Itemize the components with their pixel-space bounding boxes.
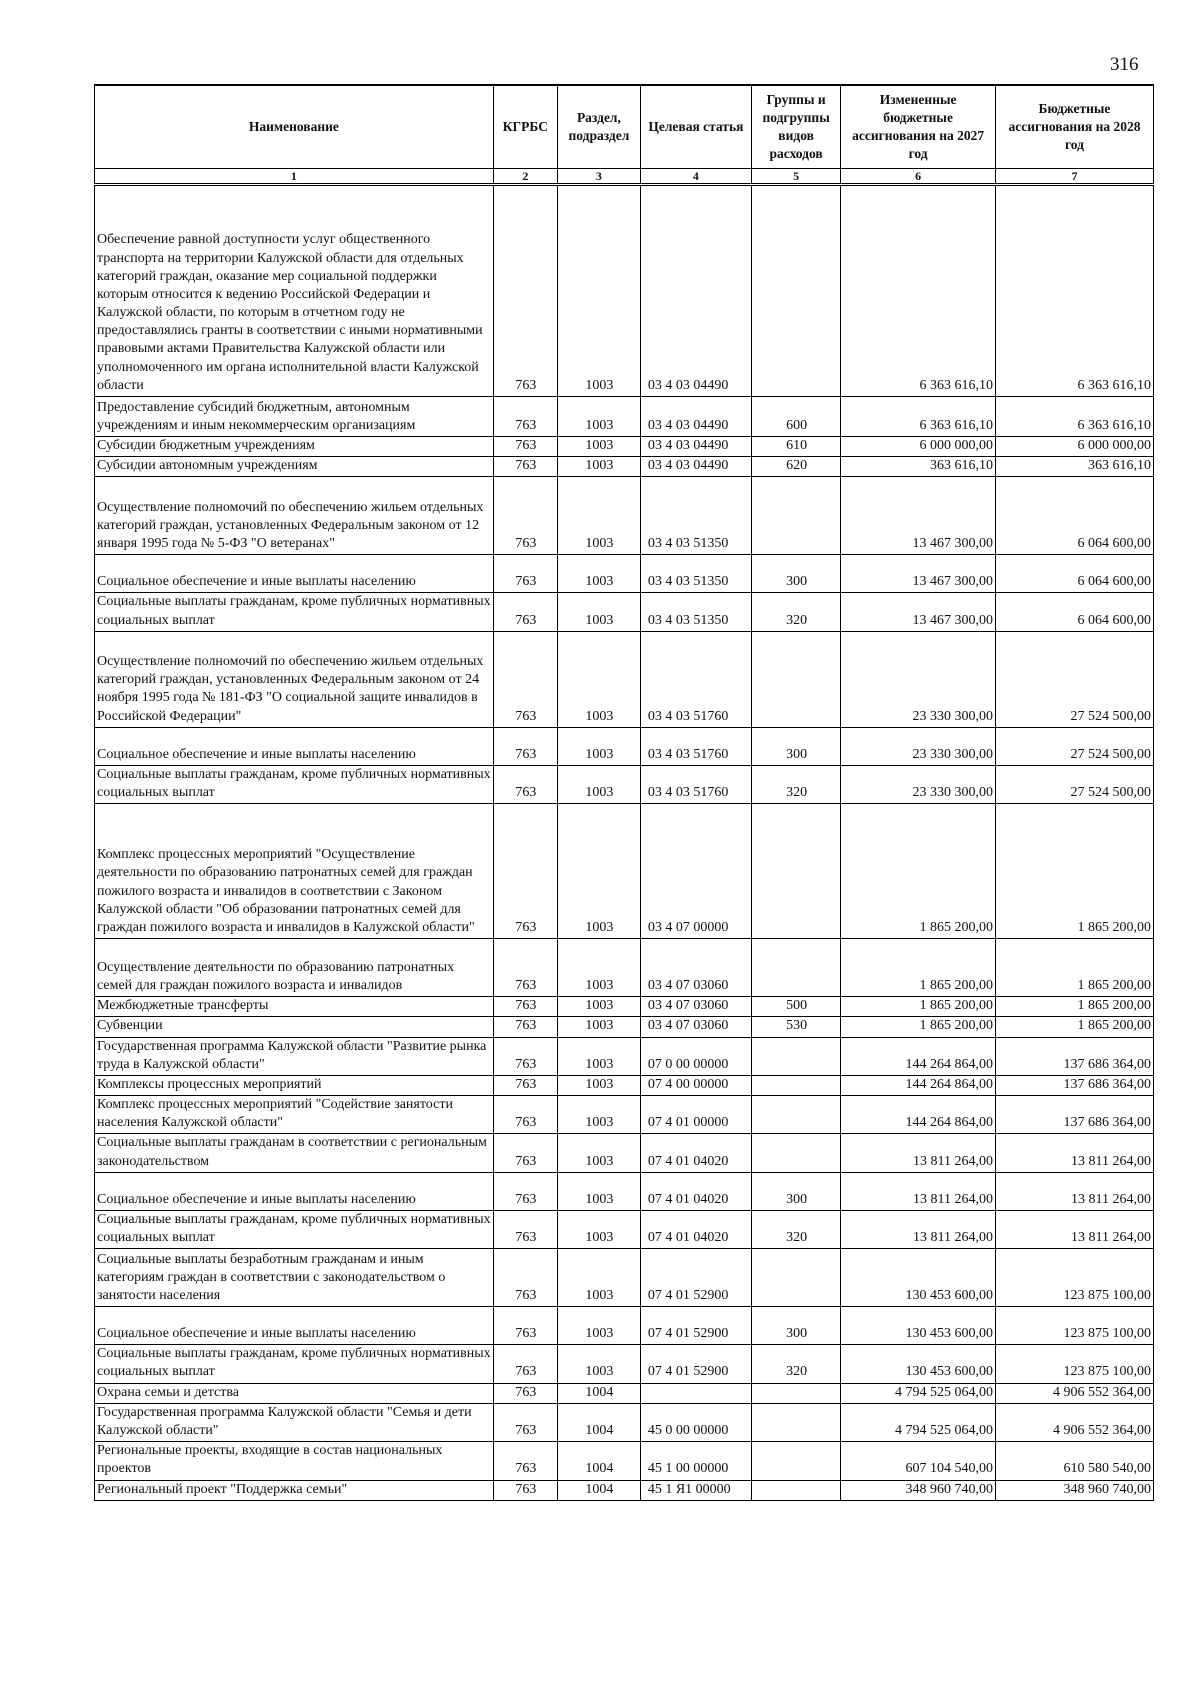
row-kgrbs: 763 (493, 1383, 557, 1403)
column-number: 6 (841, 169, 996, 185)
row-kgrbs: 763 (493, 1345, 557, 1383)
row-allocation-2027: 607 104 540,00 (841, 1442, 996, 1480)
row-name: Социальное обеспечение и иные выплаты населению (95, 1172, 494, 1210)
row-allocation-2028: 123 875 100,00 (995, 1307, 1153, 1345)
column-number: 4 (640, 169, 751, 185)
row-expense-group (751, 1096, 840, 1134)
row-kgrbs: 763 (493, 437, 557, 457)
row-expense-group (751, 1480, 840, 1500)
row-kgrbs: 763 (493, 477, 557, 555)
row-kgrbs: 763 (493, 555, 557, 593)
row-expense-group: 600 (751, 397, 840, 437)
row-target-article: 03 4 03 04490 (640, 437, 751, 457)
row-kgrbs: 763 (493, 997, 557, 1017)
column-number: 1 (95, 169, 494, 185)
page-number: 316 (1110, 54, 1139, 75)
row-allocation-2028: 348 960 740,00 (995, 1480, 1153, 1500)
row-section: 1003 (558, 1017, 641, 1037)
row-name: Субвенции (95, 1017, 494, 1037)
row-section: 1003 (558, 939, 641, 997)
header-kgrbs: КГРБС (493, 85, 557, 169)
row-expense-group (751, 1134, 840, 1172)
row-target-article: 03 4 07 03060 (640, 1017, 751, 1037)
row-expense-group: 320 (751, 593, 840, 631)
row-section: 1003 (558, 1172, 641, 1210)
row-name: Социальные выплаты гражданам, кроме публичных нормативных социальных выплат (95, 593, 494, 631)
row-target-article: 03 4 03 51760 (640, 727, 751, 765)
header-expense-groups: Группы и подгруппы видов расходов (751, 85, 840, 169)
row-expense-group (751, 939, 840, 997)
table-row (95, 457, 1154, 477)
row-kgrbs: 763 (493, 765, 557, 803)
row-allocation-2027: 1 865 200,00 (841, 997, 996, 1017)
row-name: Социальные выплаты безработным гражданам и иным категориям граждан в соответствии с законодательством о занятости населения (95, 1249, 494, 1307)
row-expense-group (751, 1403, 840, 1441)
row-target-article: 03 4 03 04490 (640, 185, 751, 397)
row-allocation-2027: 363 616,10 (841, 457, 996, 477)
table-row (95, 1210, 1154, 1248)
row-target-article: 03 4 03 51760 (640, 765, 751, 803)
table-row (95, 1075, 1154, 1095)
row-section: 1004 (558, 1442, 641, 1480)
row-allocation-2027: 144 264 864,00 (841, 1096, 996, 1134)
row-name: Осуществление полномочий по обеспечению жильем отдельных категорий граждан, установленных Федеральным законом от 12 января 1995 года № 5-ФЗ "О ветеранах" (95, 477, 494, 555)
row-allocation-2028: 6 363 616,10 (995, 185, 1153, 397)
row-allocation-2028: 6 000 000,00 (995, 437, 1153, 457)
row-kgrbs: 763 (493, 457, 557, 477)
row-allocation-2027: 1 865 200,00 (841, 1017, 996, 1037)
row-section: 1003 (558, 1096, 641, 1134)
table-row (95, 1383, 1154, 1403)
row-allocation-2027: 13 811 264,00 (841, 1172, 996, 1210)
row-section: 1004 (558, 1480, 641, 1500)
row-target-article: 45 0 00 00000 (640, 1403, 751, 1441)
row-kgrbs: 763 (493, 1307, 557, 1345)
row-kgrbs: 763 (493, 1134, 557, 1172)
row-allocation-2027: 1 865 200,00 (841, 804, 996, 939)
row-allocation-2028: 137 686 364,00 (995, 1096, 1153, 1134)
row-section: 1003 (558, 457, 641, 477)
row-section: 1003 (558, 997, 641, 1017)
row-expense-group: 300 (751, 555, 840, 593)
row-target-article: 03 4 03 04490 (640, 457, 751, 477)
table-row (95, 555, 1154, 593)
row-allocation-2028: 363 616,10 (995, 457, 1153, 477)
row-target-article: 07 4 01 52900 (640, 1307, 751, 1345)
row-allocation-2028: 27 524 500,00 (995, 631, 1153, 727)
row-target-article: 07 4 01 04020 (640, 1172, 751, 1210)
row-name: Социальные выплаты гражданам, кроме публичных нормативных социальных выплат (95, 1345, 494, 1383)
row-kgrbs: 763 (493, 1442, 557, 1480)
row-section: 1003 (558, 727, 641, 765)
row-allocation-2027: 4 794 525 064,00 (841, 1383, 996, 1403)
row-kgrbs: 763 (493, 1403, 557, 1441)
table-row (95, 1403, 1154, 1441)
table-row (95, 477, 1154, 555)
row-allocation-2028: 4 906 552 364,00 (995, 1383, 1153, 1403)
row-section: 1003 (558, 1075, 641, 1095)
row-target-article: 03 4 07 00000 (640, 804, 751, 939)
column-number: 2 (493, 169, 557, 185)
row-name: Межбюджетные трансферты (95, 997, 494, 1017)
header-allocations-2028: Бюджетные ассигнования на 2028 год (995, 85, 1153, 169)
table-row (95, 185, 1154, 397)
row-section: 1003 (558, 631, 641, 727)
row-allocation-2028: 137 686 364,00 (995, 1037, 1153, 1075)
row-name: Охрана семьи и детства (95, 1383, 494, 1403)
budget-allocation-table (94, 84, 1154, 1501)
row-allocation-2027: 23 330 300,00 (841, 631, 996, 727)
row-allocation-2027: 1 865 200,00 (841, 939, 996, 997)
row-section: 1003 (558, 555, 641, 593)
row-section: 1003 (558, 593, 641, 631)
row-allocation-2028: 137 686 364,00 (995, 1075, 1153, 1095)
row-name: Субсидии автономным учреждениям (95, 457, 494, 477)
row-name: Осуществление полномочий по обеспечению жильем отдельных категорий граждан, установленных Федеральным законом от 24 ноября 1995 года № 181-ФЗ "О социальной защите инвалидов в Российской Федерации" (95, 631, 494, 727)
table-row (95, 1307, 1154, 1345)
row-name: Социальное обеспечение и иные выплаты населению (95, 727, 494, 765)
table-row (95, 939, 1154, 997)
row-expense-group (751, 477, 840, 555)
row-kgrbs: 763 (493, 1172, 557, 1210)
row-allocation-2028: 1 865 200,00 (995, 997, 1153, 1017)
row-section: 1003 (558, 1249, 641, 1307)
row-expense-group: 320 (751, 765, 840, 803)
row-allocation-2028: 610 580 540,00 (995, 1442, 1153, 1480)
row-kgrbs: 763 (493, 397, 557, 437)
row-kgrbs: 763 (493, 1075, 557, 1095)
column-number: 5 (751, 169, 840, 185)
row-kgrbs: 763 (493, 185, 557, 397)
row-expense-group: 620 (751, 457, 840, 477)
row-expense-group: 320 (751, 1210, 840, 1248)
table-header-row (95, 85, 1154, 169)
row-allocation-2028: 4 906 552 364,00 (995, 1403, 1153, 1441)
row-expense-group: 530 (751, 1017, 840, 1037)
row-allocation-2028: 13 811 264,00 (995, 1134, 1153, 1172)
row-allocation-2027: 13 467 300,00 (841, 477, 996, 555)
row-allocation-2027: 13 811 264,00 (841, 1210, 996, 1248)
row-target-article: 07 4 01 04020 (640, 1210, 751, 1248)
table-row (95, 631, 1154, 727)
row-expense-group: 300 (751, 1307, 840, 1345)
row-name: Субсидии бюджетным учреждениям (95, 437, 494, 457)
row-kgrbs: 763 (493, 631, 557, 727)
row-name: Государственная программа Калужской области "Развитие рынка труда в Калужской области" (95, 1037, 494, 1075)
table-row (95, 1134, 1154, 1172)
row-kgrbs: 763 (493, 727, 557, 765)
table-row (95, 437, 1154, 457)
row-expense-group: 300 (751, 1172, 840, 1210)
row-expense-group: 320 (751, 1345, 840, 1383)
row-allocation-2028: 6 064 600,00 (995, 555, 1153, 593)
row-target-article: 07 4 01 52900 (640, 1345, 751, 1383)
row-kgrbs: 763 (493, 1037, 557, 1075)
row-name: Комплексы процессных мероприятий (95, 1075, 494, 1095)
row-allocation-2027: 144 264 864,00 (841, 1037, 996, 1075)
row-section: 1004 (558, 1383, 641, 1403)
table-row (95, 1037, 1154, 1075)
row-target-article: 07 4 00 00000 (640, 1075, 751, 1095)
row-name: Социальные выплаты гражданам, кроме публичных нормативных социальных выплат (95, 765, 494, 803)
row-target-article: 03 4 03 04490 (640, 397, 751, 437)
table-row (95, 1096, 1154, 1134)
row-section: 1003 (558, 1037, 641, 1075)
row-allocation-2027: 6 363 616,10 (841, 185, 996, 397)
table-row (95, 727, 1154, 765)
row-allocation-2027: 4 794 525 064,00 (841, 1403, 996, 1441)
row-target-article: 03 4 07 03060 (640, 939, 751, 997)
row-expense-group (751, 1249, 840, 1307)
row-allocation-2028: 123 875 100,00 (995, 1345, 1153, 1383)
table-row (95, 1345, 1154, 1383)
row-target-article: 07 4 01 00000 (640, 1096, 751, 1134)
column-number-row (95, 169, 1154, 185)
table-row (95, 593, 1154, 631)
header-target-article: Целевая статья (640, 85, 751, 169)
table-row (95, 997, 1154, 1017)
row-allocation-2027: 13 811 264,00 (841, 1134, 996, 1172)
row-expense-group (751, 185, 840, 397)
header-allocations-2027: Измененные бюджетные ассигнования на 2027 год (841, 85, 996, 169)
row-name: Социальное обеспечение и иные выплаты населению (95, 1307, 494, 1345)
row-section: 1004 (558, 1403, 641, 1441)
row-name: Региональные проекты, входящие в состав национальных проектов (95, 1442, 494, 1480)
row-target-article: 07 4 01 04020 (640, 1134, 751, 1172)
row-name: Осуществление деятельности по образованию патронатных семей для граждан пожилого возраста и инвалидов (95, 939, 494, 997)
row-allocation-2028: 6 064 600,00 (995, 477, 1153, 555)
row-allocation-2028: 27 524 500,00 (995, 727, 1153, 765)
table-row (95, 765, 1154, 803)
row-expense-group (751, 1383, 840, 1403)
row-target-article: 03 4 03 51350 (640, 593, 751, 631)
row-name: Предоставление субсидий бюджетным, автономным учреждениям и иным некоммерческим организациям (95, 397, 494, 437)
row-section: 1003 (558, 397, 641, 437)
row-allocation-2028: 6 363 616,10 (995, 397, 1153, 437)
table-row (95, 1017, 1154, 1037)
row-allocation-2027: 130 453 600,00 (841, 1307, 996, 1345)
row-section: 1003 (558, 437, 641, 457)
row-kgrbs: 763 (493, 1480, 557, 1500)
row-kgrbs: 763 (493, 939, 557, 997)
row-section: 1003 (558, 1345, 641, 1383)
row-target-article: 45 1 00 00000 (640, 1442, 751, 1480)
row-allocation-2027: 130 453 600,00 (841, 1249, 996, 1307)
row-kgrbs: 763 (493, 1210, 557, 1248)
row-section: 1003 (558, 477, 641, 555)
row-target-article: 45 1 Я1 00000 (640, 1480, 751, 1500)
row-allocation-2027: 130 453 600,00 (841, 1345, 996, 1383)
row-allocation-2027: 13 467 300,00 (841, 593, 996, 631)
row-expense-group: 500 (751, 997, 840, 1017)
header-name: Наименование (95, 85, 494, 169)
table-row (95, 1480, 1154, 1500)
row-name: Комплекс процессных мероприятий "Осуществление деятельности по образованию патронатных семей для граждан пожилого возраста и инвалидов в соответствии с Законом Калужской области "Об образовании патронатных семей для граждан пожилого возраста и инвалидов в Калужской области" (95, 804, 494, 939)
row-allocation-2027: 23 330 300,00 (841, 727, 996, 765)
table-row (95, 1172, 1154, 1210)
row-allocation-2027: 348 960 740,00 (841, 1480, 996, 1500)
row-section: 1003 (558, 1134, 641, 1172)
row-allocation-2027: 13 467 300,00 (841, 555, 996, 593)
row-allocation-2028: 27 524 500,00 (995, 765, 1153, 803)
row-section: 1003 (558, 765, 641, 803)
row-target-article: 03 4 03 51760 (640, 631, 751, 727)
row-allocation-2027: 6 000 000,00 (841, 437, 996, 457)
row-target-article: 07 4 01 52900 (640, 1249, 751, 1307)
row-allocation-2027: 23 330 300,00 (841, 765, 996, 803)
table-row (95, 804, 1154, 939)
row-expense-group (751, 1442, 840, 1480)
row-expense-group (751, 804, 840, 939)
row-target-article: 03 4 03 51350 (640, 477, 751, 555)
row-section: 1003 (558, 1307, 641, 1345)
row-expense-group: 300 (751, 727, 840, 765)
row-expense-group: 610 (751, 437, 840, 457)
row-kgrbs: 763 (493, 1096, 557, 1134)
row-expense-group (751, 1037, 840, 1075)
header-section: Раздел, подраздел (558, 85, 641, 169)
table-row (95, 397, 1154, 437)
table-row (95, 1249, 1154, 1307)
row-section: 1003 (558, 185, 641, 397)
row-allocation-2028: 6 064 600,00 (995, 593, 1153, 631)
row-kgrbs: 763 (493, 1249, 557, 1307)
row-allocation-2028: 13 811 264,00 (995, 1210, 1153, 1248)
column-number: 7 (995, 169, 1153, 185)
row-section: 1003 (558, 804, 641, 939)
row-allocation-2028: 1 865 200,00 (995, 1017, 1153, 1037)
row-name: Комплекс процессных мероприятий "Содействие занятости населения Калужской области" (95, 1096, 494, 1134)
row-kgrbs: 763 (493, 804, 557, 939)
row-target-article: 07 0 00 00000 (640, 1037, 751, 1075)
column-number: 3 (558, 169, 641, 185)
row-name: Обеспечение равной доступности услуг общественного транспорта на территории Калужской области для отдельных категорий граждан, оказание мер социальной поддержки которым относится к ведению Российской Федерации и Калужской области, по которым в отчетном году не предоставлялись гранты в соответствии с иными нормативными правовыми актами Правительства Калужской области или уполномоченного им органа исполнительной власти Калужской области (95, 185, 494, 397)
row-allocation-2027: 144 264 864,00 (841, 1075, 996, 1095)
row-name: Социальные выплаты гражданам, кроме публичных нормативных социальных выплат (95, 1210, 494, 1248)
row-expense-group (751, 1075, 840, 1095)
row-name: Государственная программа Калужской области "Семья и дети Калужской области" (95, 1403, 494, 1441)
row-expense-group (751, 631, 840, 727)
row-section: 1003 (558, 1210, 641, 1248)
table-row (95, 1442, 1154, 1480)
row-name: Социальные выплаты гражданам в соответствии с региональным законодательством (95, 1134, 494, 1172)
row-kgrbs: 763 (493, 1017, 557, 1037)
row-kgrbs: 763 (493, 593, 557, 631)
row-allocation-2028: 1 865 200,00 (995, 939, 1153, 997)
row-allocation-2027: 6 363 616,10 (841, 397, 996, 437)
row-allocation-2028: 13 811 264,00 (995, 1172, 1153, 1210)
row-allocation-2028: 123 875 100,00 (995, 1249, 1153, 1307)
row-target-article (640, 1383, 751, 1403)
row-target-article: 03 4 07 03060 (640, 997, 751, 1017)
row-target-article: 03 4 03 51350 (640, 555, 751, 593)
table-body (95, 185, 1154, 1501)
row-name: Социальное обеспечение и иные выплаты населению (95, 555, 494, 593)
row-allocation-2028: 1 865 200,00 (995, 804, 1153, 939)
row-name: Региональный проект "Поддержка семьи" (95, 1480, 494, 1500)
